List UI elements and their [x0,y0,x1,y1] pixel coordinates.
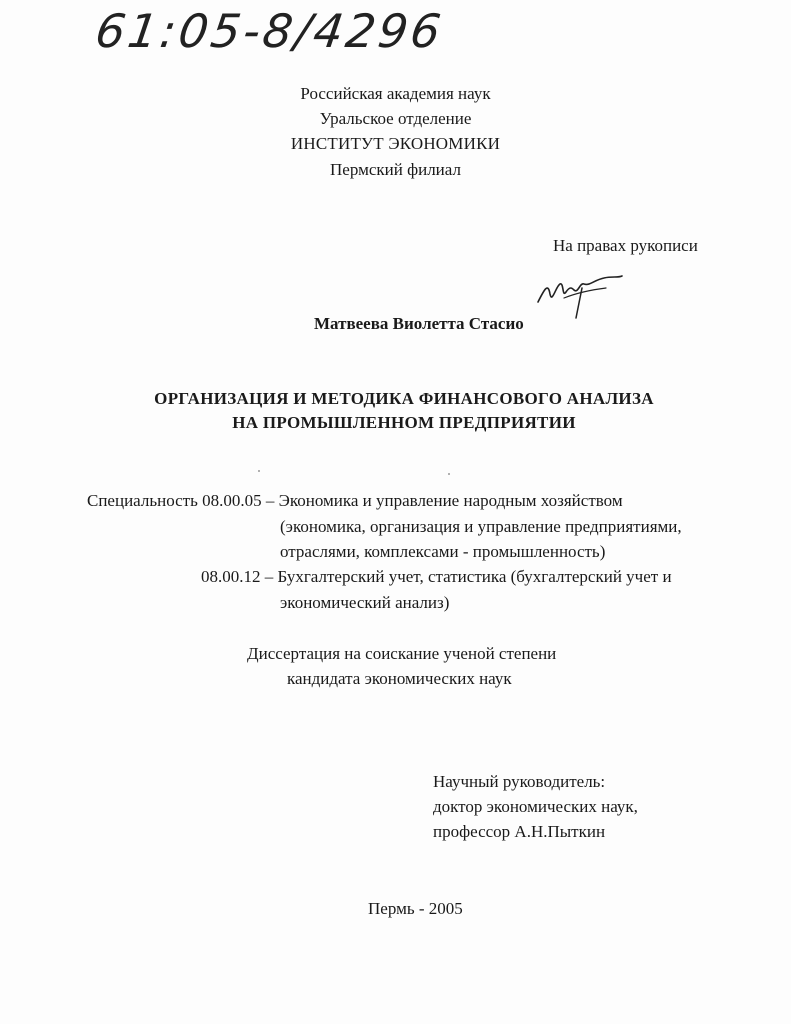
place-year: Пермь - 2005 [368,899,463,918]
archive-code-handwritten: 61:05-8/4296 [92,4,447,58]
scan-speck [448,473,450,475]
specialty-line-4: 08.00.12 – Бухгалтерский учет, статистика (бухгалтерский учет и [201,567,672,586]
dissertation-line-2: кандидата экономических наук [287,669,512,688]
academy-name: Российская академия наук [300,84,491,103]
supervisor-name: профессор А.Н.Пыткин [433,822,606,841]
manuscript-note: На правах рукописи [553,236,698,255]
branch-name: Уральское отделение [319,109,472,128]
supervisor-label: Научный руководитель: [433,772,606,791]
signature-icon [534,268,626,320]
scan-speck [258,470,260,472]
specialty-line-5: экономический анализ) [280,593,450,612]
filial-name: Пермский филиал [330,160,461,179]
institute-name: ИНСТИТУТ ЭКОНОМИКИ [290,134,501,153]
thesis-title-line-2: НА ПРОМЫШЛЕННОМ ПРЕДПРИЯТИИ [232,413,576,432]
specialty-line-2: (экономика, организация и управление предприятиями, [280,517,682,536]
specialty-line-3: отраслями, комплексами - промышленность) [280,542,606,561]
supervisor-degree: доктор экономических наук, [433,797,638,816]
thesis-title-line-1: ОРГАНИЗАЦИЯ И МЕТОДИКА ФИНАНСОВОГО АНАЛИЗА [154,389,654,408]
author-name: Матвеева Виолетта Стасио [314,314,524,333]
specialty-line-1: Специальность 08.00.05 – Экономика и управление народным хозяйством [87,491,623,510]
dissertation-line-1: Диссертация на соискание ученой степени [247,644,557,663]
